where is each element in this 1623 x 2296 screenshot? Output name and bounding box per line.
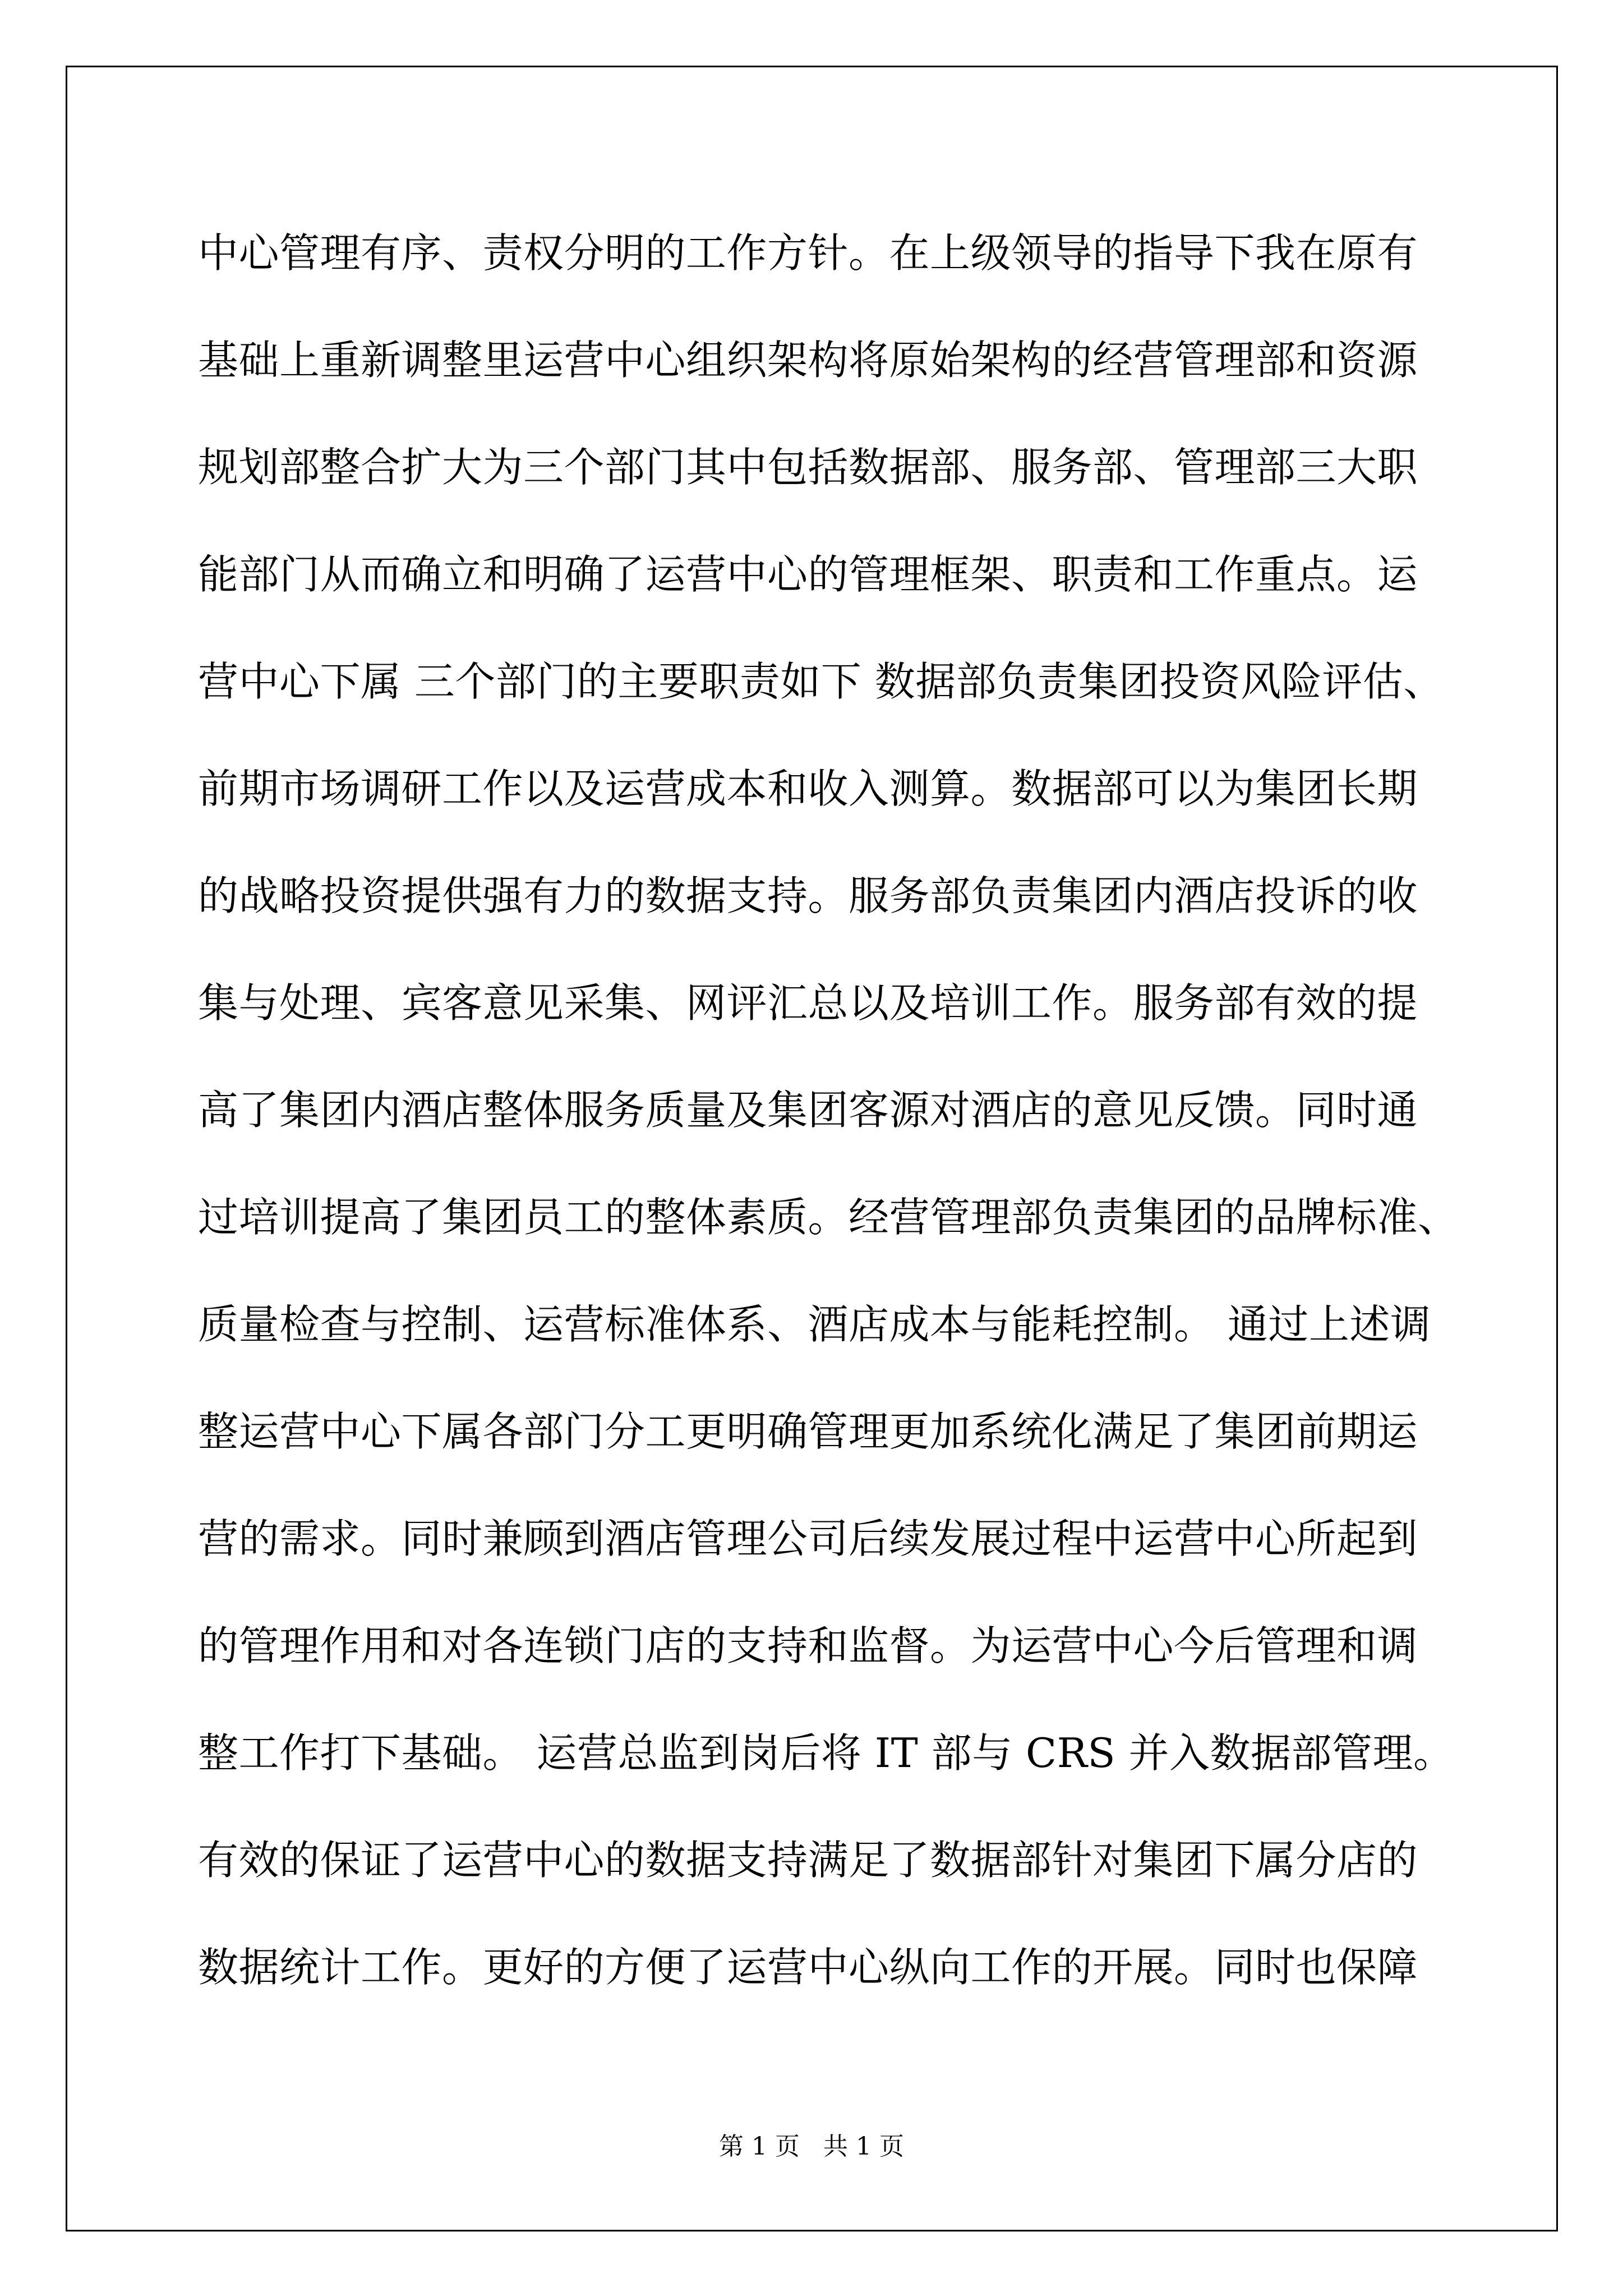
text-line: 前期市场调研工作以及运营成本和收入测算。数据部可以为集团长期	[198, 765, 1418, 812]
text-line: 营中心下属 三个部门的主要职责如下 数据部负责集团投资风险评估、	[198, 658, 1444, 705]
text-line: 集与处理、宾客意见采集、网评汇总以及培训工作。服务部有效的提	[198, 979, 1418, 1027]
text-line: 中心管理有序、责权分明的工作方针。在上级领导的指导下我在原有	[198, 229, 1418, 277]
text-line: 的管理作用和对各连锁门店的支持和监督。为运营中心今后管理和调	[198, 1622, 1418, 1669]
text-line: 基础上重新调整里运营中心组织架构将原始架构的经营管理部和资源	[198, 337, 1418, 384]
text-line: 数据统计工作。更好的方便了运营中心纵向工作的开展。同时也保障	[198, 1944, 1418, 1991]
text-line: 营的需求。同时兼顾到酒店管理公司后续发展过程中运营中心所起到	[198, 1515, 1418, 1562]
body-text	[198, 200, 1459, 2021]
text-line: 有效的保证了运营中心的数据支持满足了数据部针对集团下属分店的	[198, 1837, 1418, 1884]
text-line: 过培训提高了集团员工的整体素质。经营管理部负责集团的品牌标准、	[198, 1194, 1459, 1241]
text-line: 质量检查与控制、运营标准体系、酒店成本与能耗控制。 通过上述调	[198, 1301, 1431, 1348]
text-line: 规划部整合扩大为三个部门其中包括数据部、服务部、管理部三大职	[198, 444, 1418, 491]
text-line: 整运营中心下属各部门分工更明确管理更加系统化满足了集团前期运	[198, 1408, 1418, 1455]
text-line: 整工作打下基础。 运营总监到岗后将 IT 部与 CRS 并入数据部管理。	[198, 1729, 1454, 1777]
page-number-footer: 第 1 页 共 1 页	[719, 2132, 904, 2161]
text-line: 能部门从而确立和明确了运营中心的管理框架、职责和工作重点。运	[198, 551, 1418, 598]
text-line: 的战略投资提供强有力的数据支持。服务部负责集团内酒店投诉的收	[198, 872, 1418, 919]
text-line: 高了集团内酒店整体服务质量及集团客源对酒店的意见反馈。同时通	[198, 1087, 1418, 1134]
